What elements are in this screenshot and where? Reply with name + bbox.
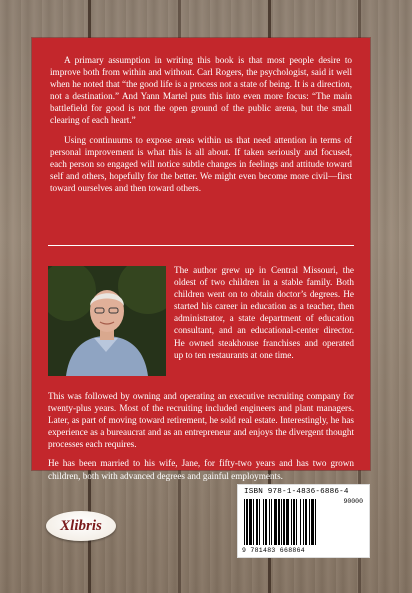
price-code: 90000 [343,498,363,505]
author-bio [48,390,354,489]
barcode-box [237,484,370,558]
bio-paragraph: He has been married to his wife, Jane, for fifty-two years and has two grown children, both with advanced degrees and gainful employments. [48,458,354,481]
author-portrait-image [48,266,166,376]
intro-paragraph: A primary assumption in writing this book is that most people desire to improve both from within and without. Carl Rogers, the psychologist, said it well when he noted that “the good life is a process not a state of being. It is a direction, not a destination.” And Yann Martel puts this into even more focus: “The main battlefield for good is not the open ground of the public arena, but the small clearing of each heart.” [50,55,352,126]
publisher-logo [46,511,116,541]
bio-paragraph: This was followed by owning and operating an executive recruiting company for twenty-plus years. Most of the recruiting included engineers and plant managers. Later, as part of moving toward retirement, he sold real estate. Interestingly, he has experience as a bureaucrat and as an entrepreneur and enjoys the divergent thought processes each requires. [48,391,354,450]
barcode-icon [244,499,336,545]
intro-paragraph: Using continuums to expose areas within us that need attention in terms of personal improvement is what this is all about. If taken seriously and focused, each person so engaged will notice subtle changes in feelings and attitude toward self and others, hopefully for the better. We might even become more civil—first toward ourselves and then toward others. [50,134,352,193]
author-bio-beside-photo: The author grew up in Central Missouri, the oldest of two children in a stable family. Both children went on to obtain doctor’s degrees. He started his career in education as a teacher, then administrator, a state department of education consultant, and an educational-center director. He owned steakhouse franchises and operated up to ten restaurants at one time. [174,265,354,360]
publisher-name: Xlibris [60,517,102,534]
divider-line [48,245,354,246]
ean-digits: 9 781483 668864 [242,547,306,554]
isbn-label: ISBN 978-1-4836-6886-4 [244,488,349,496]
author-photo [48,266,166,376]
intro-text [50,54,352,201]
back-cover-panel [32,38,370,481]
